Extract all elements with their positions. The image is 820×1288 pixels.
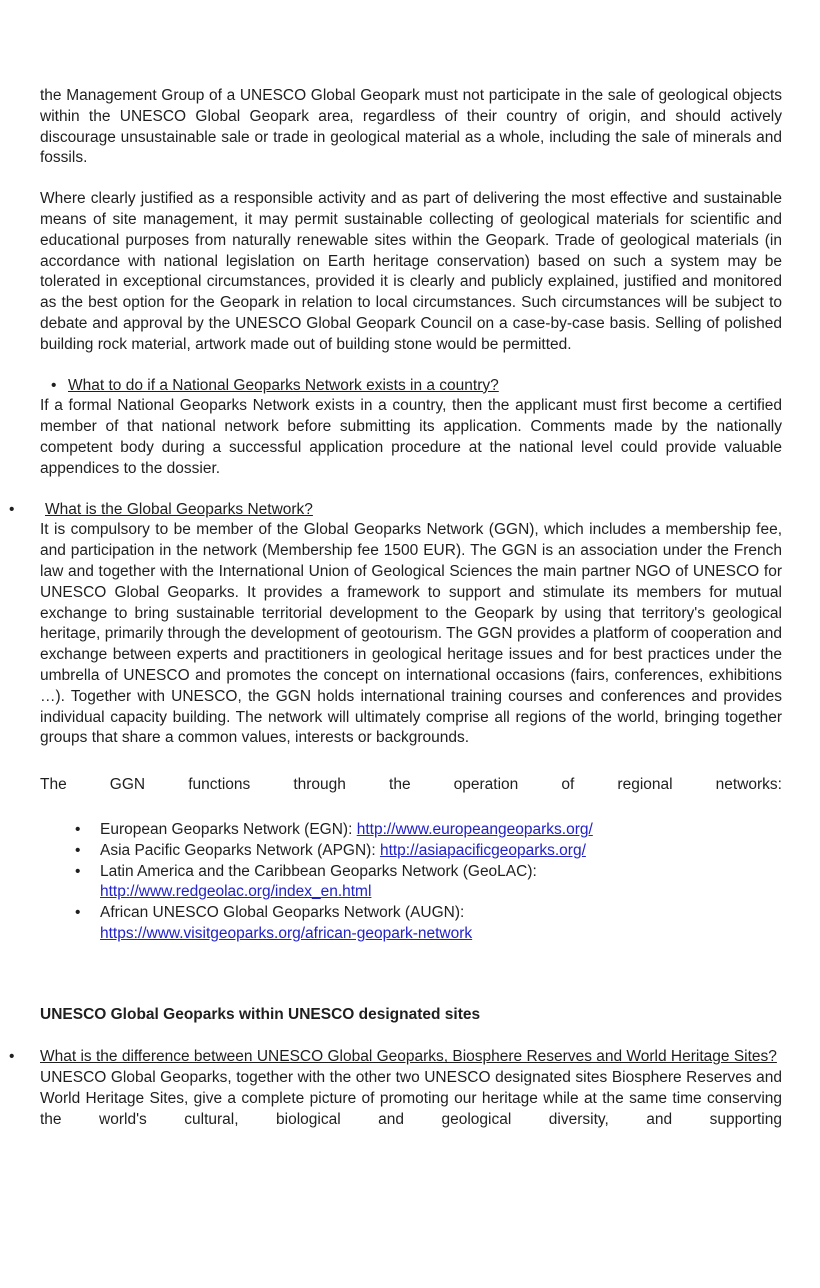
bullet-icon: • (75, 841, 81, 859)
link-asia-pacific-geoparks[interactable]: http://asiapacificgeoparks.org/ (379, 841, 586, 859)
list-item-apgn-label: Asia Pacific Geoparks Network (APGN): (100, 841, 380, 859)
paragraph-sale-of-geological-objects: the Management Group of a UNESCO Global Geopark must not participate in the sale of geological objects within the UNESCO Global Geopark area, regardless of their country of origin, and should actively discourage unsustainable sale or trade in geological material as a whole, including the sale of minerals and fossils. (40, 87, 782, 167)
list-item-egn (75, 820, 782, 841)
answer-global-geoparks-network: It is compulsory to be member of the Global Geoparks Network (GGN), which includes a membership fee, and participation in the network (Membership fee 1500 EUR). The GGN is an association under the French law and together with the International Union of Geological Sciences the main partner NGO of UNESCO for UNESCO Global Geoparks. It provides a framework to support and stimulate its members for mutual exchange to bring sustainable territorial development to the Geopark by using that territory's geological heritage, primarily through the development of geotourism. The GGN provides a platform of cooperation and exchange between experts and practitioners in geological heritage issues and for best practices under the umbrella of UNESCO and promotes the concept on international occasions (fairs, conferences, exhibitions …). Together with UNESCO, the GGN holds international training courses and conferences and provides individual capacity building. The network will ultimately comprise all regions of the world, bringing together groups that share a common values, interests or backgrounds. (40, 521, 782, 747)
list-item-egn-label: European Geoparks Network (EGN): (100, 820, 357, 838)
regional-networks-list (75, 820, 782, 945)
list-item-augn-label: African UNESCO Global Geoparks Network (AUGN): (100, 904, 465, 922)
bullet-icon: • (75, 862, 81, 880)
bullet-icon: • (75, 904, 81, 922)
list-item-augn-label-line (75, 903, 782, 924)
ggn-regional-networks-intro: The GGN functions through the operation of regional networks: (40, 776, 782, 794)
bullet-icon: • (9, 500, 15, 518)
link-visitgeoparks-african-network[interactable]: https://www.visitgeoparks.org/african-geopark-network (100, 924, 473, 942)
question-national-geoparks-network-label: What to do if a National Geoparks Network exists in a country? (68, 376, 499, 394)
question-difference-designated-sites-label: What is the difference between UNESCO Global Geoparks, Biosphere Reserves and World Heritage Sites? (40, 1048, 777, 1066)
link-european-geoparks[interactable]: http://www.europeangeoparks.org/ (356, 820, 593, 838)
answer-national-geoparks-network: If a formal National Geoparks Network exists in a country, then the applicant must first become a certified member of that national network before submitting its application. Comments made by the nationally competent body during a successful application procedure at the national level could provide valuable appendices to the dossier. (40, 397, 782, 477)
answer-difference-designated-sites: UNESCO Global Geoparks, together with the other two UNESCO designated sites Biosphere Reserves and World Heritage Sites, give a complete picture of promoting our heritage while at the same time conserving the world's cultural, biological and geological diversity, and supporting (40, 1069, 782, 1128)
list-item-augn-link-line (100, 924, 782, 945)
bullet-icon: • (75, 820, 81, 838)
link-redgeolac[interactable]: http://www.redgeolac.org/index_en.html (100, 883, 372, 901)
bullet-icon: • (9, 1048, 15, 1066)
list-item-geolac (75, 862, 782, 904)
list-item-geolac-label: Latin America and the Caribbean Geoparks Network (GeoLAC): (100, 862, 537, 880)
question-global-geoparks-network-label: What is the Global Geoparks Network? (45, 500, 313, 518)
question-global-geoparks-network (9, 500, 782, 521)
section-heading-designated-sites: UNESCO Global Geoparks within UNESCO designated sites (40, 1005, 481, 1023)
list-item-apgn (75, 841, 782, 862)
bullet-icon: • (51, 376, 57, 394)
list-item-geolac-link-line (100, 882, 782, 903)
paragraph-sustainable-collecting: Where clearly justified as a responsible activity and as part of delivering the most effective and sustainable means of site management, it may permit sustainable collecting of geological materials for scientific and educational purposes from naturally renewable sites within the Geopark. Trade of geological materials (in accordance with national legislation on Earth heritage conservation) based on such a system may be tolerated in exceptional circumstances, provided it is clearly and publicly explained, justified and monitored as the best option for the Geopark in relation to local circumstances. Such circumstances will be subject to debate and approval by the UNESCO Global Geopark Council on a case-by-case basis. Selling of polished building rock material, artwork made out of building stone would be permitted. (40, 190, 782, 353)
list-item-geolac-label-line (75, 862, 782, 883)
list-item-augn (75, 903, 782, 945)
question-national-geoparks-network (40, 376, 782, 397)
question-difference-designated-sites (9, 1047, 782, 1068)
